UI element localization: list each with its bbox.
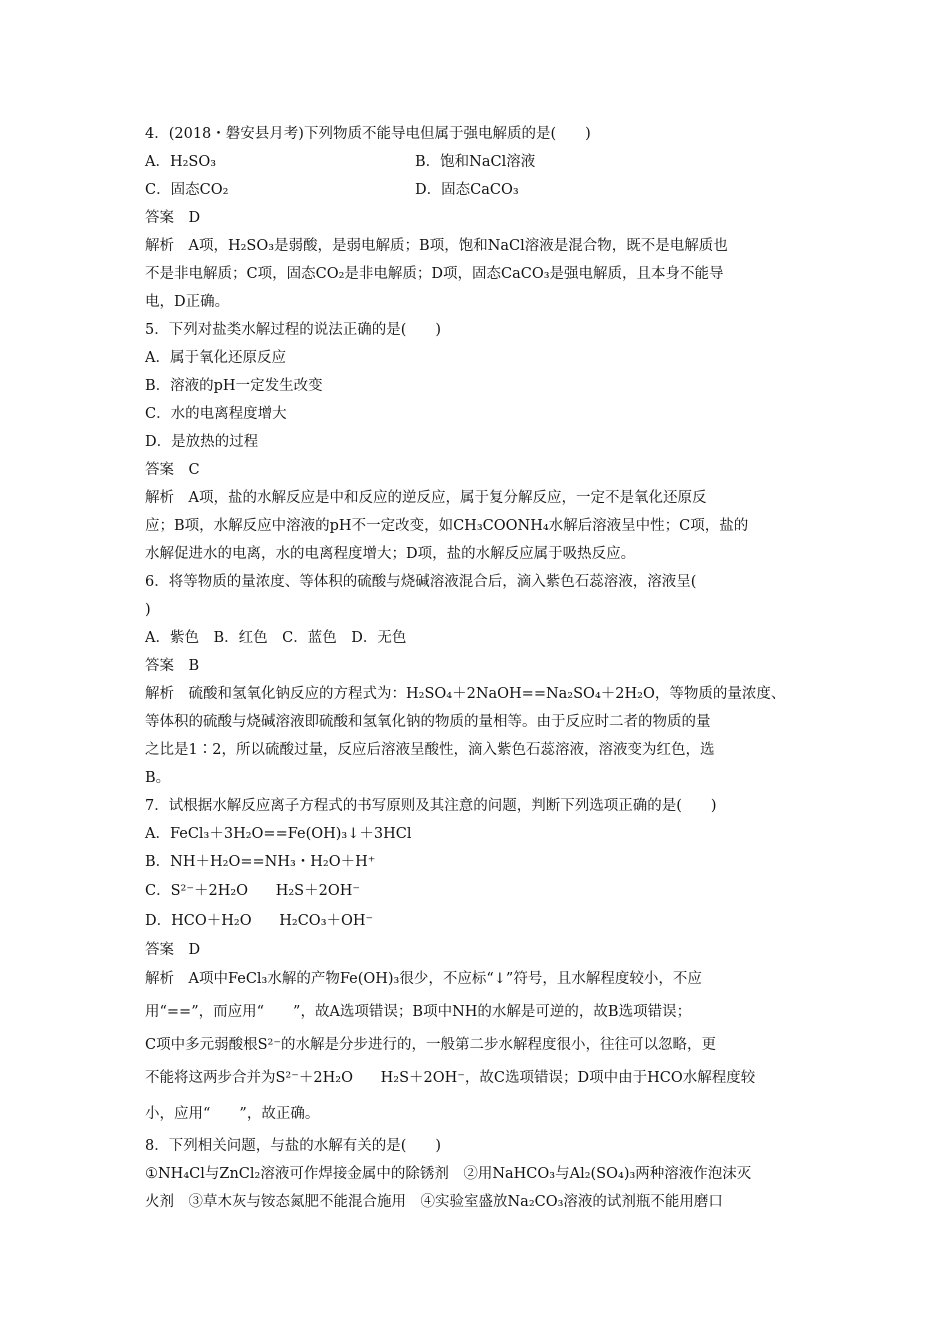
q6-analysis-line: 解析 硫酸和氢氧化钠反应的方程式为：H₂SO₄＋2NaOH==Na₂SO₄＋2H₂O，等物质的量浓度、 [145,686,786,702]
q6-stem-line: ) [145,602,151,618]
q6-options: A．紫色 B．红色 C．蓝色 D．无色 [145,630,407,646]
q6-analysis-line: 之比是1∶2，所以硫酸过量，反应后溶液呈酸性，滴入紫色石蕊溶液，溶液变为红色，选 [145,742,715,758]
document-page [145,120,810,1216]
q5-answer: 答案 C [145,462,200,478]
q4-answer: 答案 D [145,210,201,226]
q5-option-b: B．溶液的pH一定发生改变 [145,378,323,394]
q8-stem: 8．下列相关问题，与盐的水解有关的是( ) [145,1138,442,1154]
q7-analysis-line: 小，应用“ ”，故正确。 [145,1106,320,1122]
q4-analysis-line: 不是非电解质；C项，固态CO₂是非电解质；D项，固态CaCO₃是强电解质，且本身不能导 [145,266,724,282]
q5-option-c: C．水的电离程度增大 [145,406,287,422]
q4-analysis-line: 电，D正确。 [145,294,230,310]
q5-analysis-line: 水解促进水的电离，水的电离程度增大；D项，盐的水解反应属于吸热反应。 [145,546,636,562]
q5-analysis-line: 解析 A项，盐的水解反应是中和反应的逆反应，属于复分解反应，一定不是氧化还原反 [145,490,707,506]
q6-answer: 答案 B [145,658,200,674]
q8-statement-line: ①NH₄Cl与ZnCl₂溶液可作焊接金属中的除锈剂 ②用NaHCO₃与Al₂(SO₄)₃两种溶液作泡沫灭 [145,1166,752,1182]
q6-analysis-line: B。 [145,770,171,786]
q7-option-a: A．FeCl₃＋3H₂O==Fe(OH)₃↓＋3HCl [145,826,412,842]
q4-options-row-1 [145,148,810,176]
q7-stem: 7．试根据水解反应离子方程式的书写原则及其注意的问题，判断下列选项正确的是( ) [145,798,717,814]
q7-option-c: C．S²⁻＋2H₂O H₂S＋2OH⁻ [145,883,361,899]
q7-analysis-line: 不能将这两步合并为S²⁻＋2H₂O H₂S＋2OH⁻，故C选项错误；D项中由于HCO水解程度较 [145,1070,756,1086]
q5-option-a: A．属于氧化还原反应 [145,350,286,366]
q5-stem: 5．下列对盐类水解过程的说法正确的是( ) [145,322,442,338]
q4-stem: 4．(2018・磐安县月考)下列物质不能导电但属于强电解质的是( ) [145,126,591,142]
q4-option-c: C．固态CO₂ [145,182,229,198]
q4-options-row-2 [145,176,810,204]
q6-analysis-line: 等体积的硫酸与烧碱溶液即硫酸和氢氧化钠的物质的量相等。由于反应时二者的物质的量 [145,714,711,730]
q4-option-b: B．饱和NaCl溶液 [415,154,536,170]
q4-analysis-line: 解析 A项，H₂SO₃是弱酸，是弱电解质；B项，饱和NaCl溶液是混合物，既不是电解质也 [145,238,728,254]
q7-analysis-line: C项中多元弱酸根S²⁻的水解是分步进行的，一般第二步水解程度很小，往往可以忽略，更 [145,1037,716,1053]
q8-statement-line: 火剂 ③草木灰与铵态氮肥不能混合施用 ④实验室盛放Na₂CO₃溶液的试剂瓶不能用磨口 [145,1194,723,1210]
q7-answer: 答案 D [145,942,201,958]
q7-option-b: B．NH＋H₂O==NH₃・H₂O＋H⁺ [145,854,376,870]
q4-option-d: D．固态CaCO₃ [415,182,519,198]
q7-analysis-line: 用“==”，而应用“ ”，故A选项错误；B项中NH的水解是可逆的，故B选项错误； [145,1004,692,1020]
q7-analysis-line: 解析 A项中FeCl₃水解的产物Fe(OH)₃很少，不应标“↓”符号，且水解程度较小，不应 [145,971,702,987]
q6-stem-line: 6．将等物质的量浓度、等体积的硫酸与烧碱溶液混合后，滴入紫色石蕊溶液，溶液呈( [145,574,697,590]
q4-option-a: A．H₂SO₃ [145,154,217,170]
q5-analysis-line: 应；B项，水解反应中溶液的pH不一定改变，如CH₃COONH₄水解后溶液呈中性；C项，盐的 [145,518,749,534]
q7-option-d: D．HCO＋H₂O H₂CO₃＋OH⁻ [145,913,374,929]
q5-option-d: D．是放热的过程 [145,434,259,450]
